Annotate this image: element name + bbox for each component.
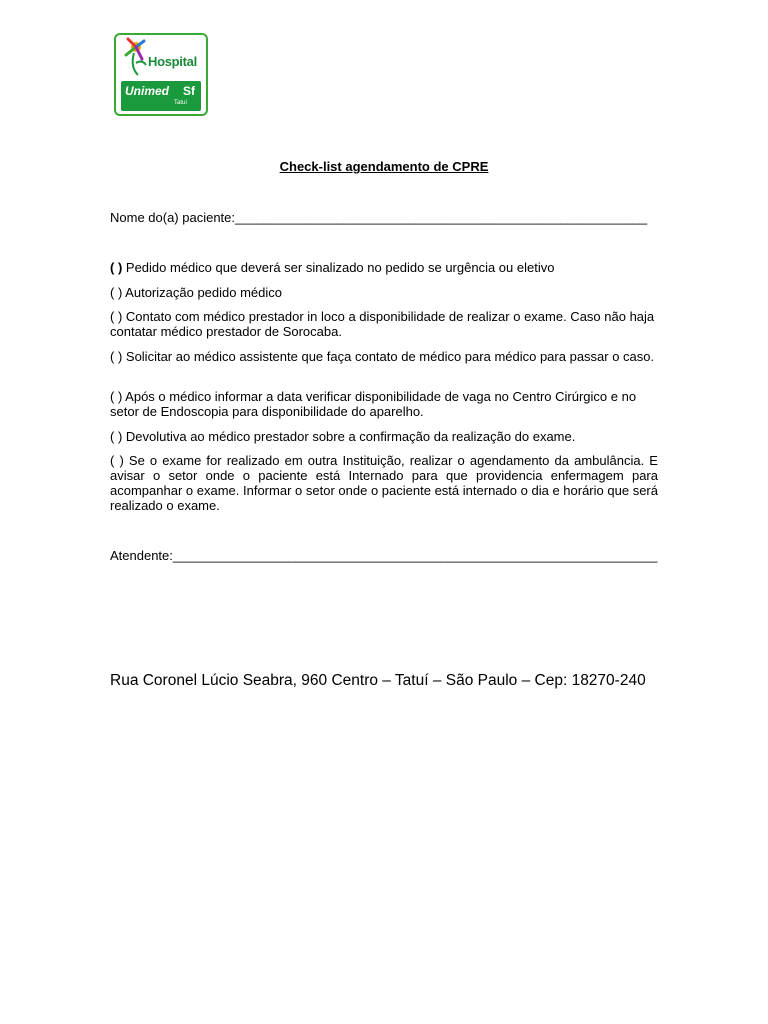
address-footer: Rua Coronel Lúcio Seabra, 960 Centro – Tatuí – São Paulo – Cep: 18270-240 xyxy=(110,672,646,689)
checkbox-marker: ( ) xyxy=(110,453,124,468)
page-title: Check-list agendamento de CPRE xyxy=(279,159,489,174)
checklist-item-text: Pedido médico que deverá ser sinalizado no pedido se urgência ou eletivo xyxy=(122,260,555,275)
checklist-item xyxy=(110,453,658,513)
checklist-item xyxy=(110,389,658,419)
patient-name-line: Nome do(a) paciente:_________________________________________________________ xyxy=(110,210,648,225)
logo-hospital-text: Hospital xyxy=(148,54,197,69)
checklist-item xyxy=(110,309,658,339)
logo-unimed-text: Unimed xyxy=(125,84,170,98)
checkbox-marker: ( ) xyxy=(110,260,123,275)
checkbox-marker: ( ) xyxy=(110,285,123,300)
logo-band xyxy=(121,81,201,111)
checkbox-marker: ( ) xyxy=(110,349,123,364)
checkbox-marker: ( ) xyxy=(110,429,123,444)
logo-symbol: Sf xyxy=(183,84,195,98)
checklist-item-text: Devolutiva ao médico prestador sobre a confirmação da realização do exame. xyxy=(122,429,576,444)
checklist-item xyxy=(110,349,658,364)
checklist-item xyxy=(110,285,658,300)
checkbox-marker: ( ) xyxy=(110,309,123,324)
hospital-logo xyxy=(114,33,208,116)
checklist-item-text: Após o médico informar a data verificar disponibilidade de vaga no Centro Cirúrgico e no setor de Endoscopia para disponibilidade do aparelho. xyxy=(110,389,637,419)
logo-city-text: Tatuí xyxy=(173,100,187,106)
checkbox-marker: ( ) xyxy=(110,389,123,404)
checklist-item-text: Contato com médico prestador in loco a disponibilidade de realizar o exame. Caso não haja contatar médico prestador de Sorocaba. xyxy=(110,309,655,339)
checklist-item-text: Se o exame for realizado em outra Instituição, realizar o agendamento da ambulância. E avisar o setor onde o paciente está Internado para que providencia enfermagem para acompanhar o exame. Informar o setor onde o paciente está internado o dia e horário que será realizado o exame. xyxy=(110,453,658,513)
checklist-item xyxy=(110,429,658,444)
attendant-line: Atendente:___________________________________________________________________ xyxy=(110,548,658,563)
checklist-item-text: Autorização pedido médico xyxy=(122,285,282,300)
checklist-item xyxy=(110,260,658,275)
checklist-item-text: Solicitar ao médico assistente que faça contato de médico para médico para passar o caso. xyxy=(122,349,655,364)
